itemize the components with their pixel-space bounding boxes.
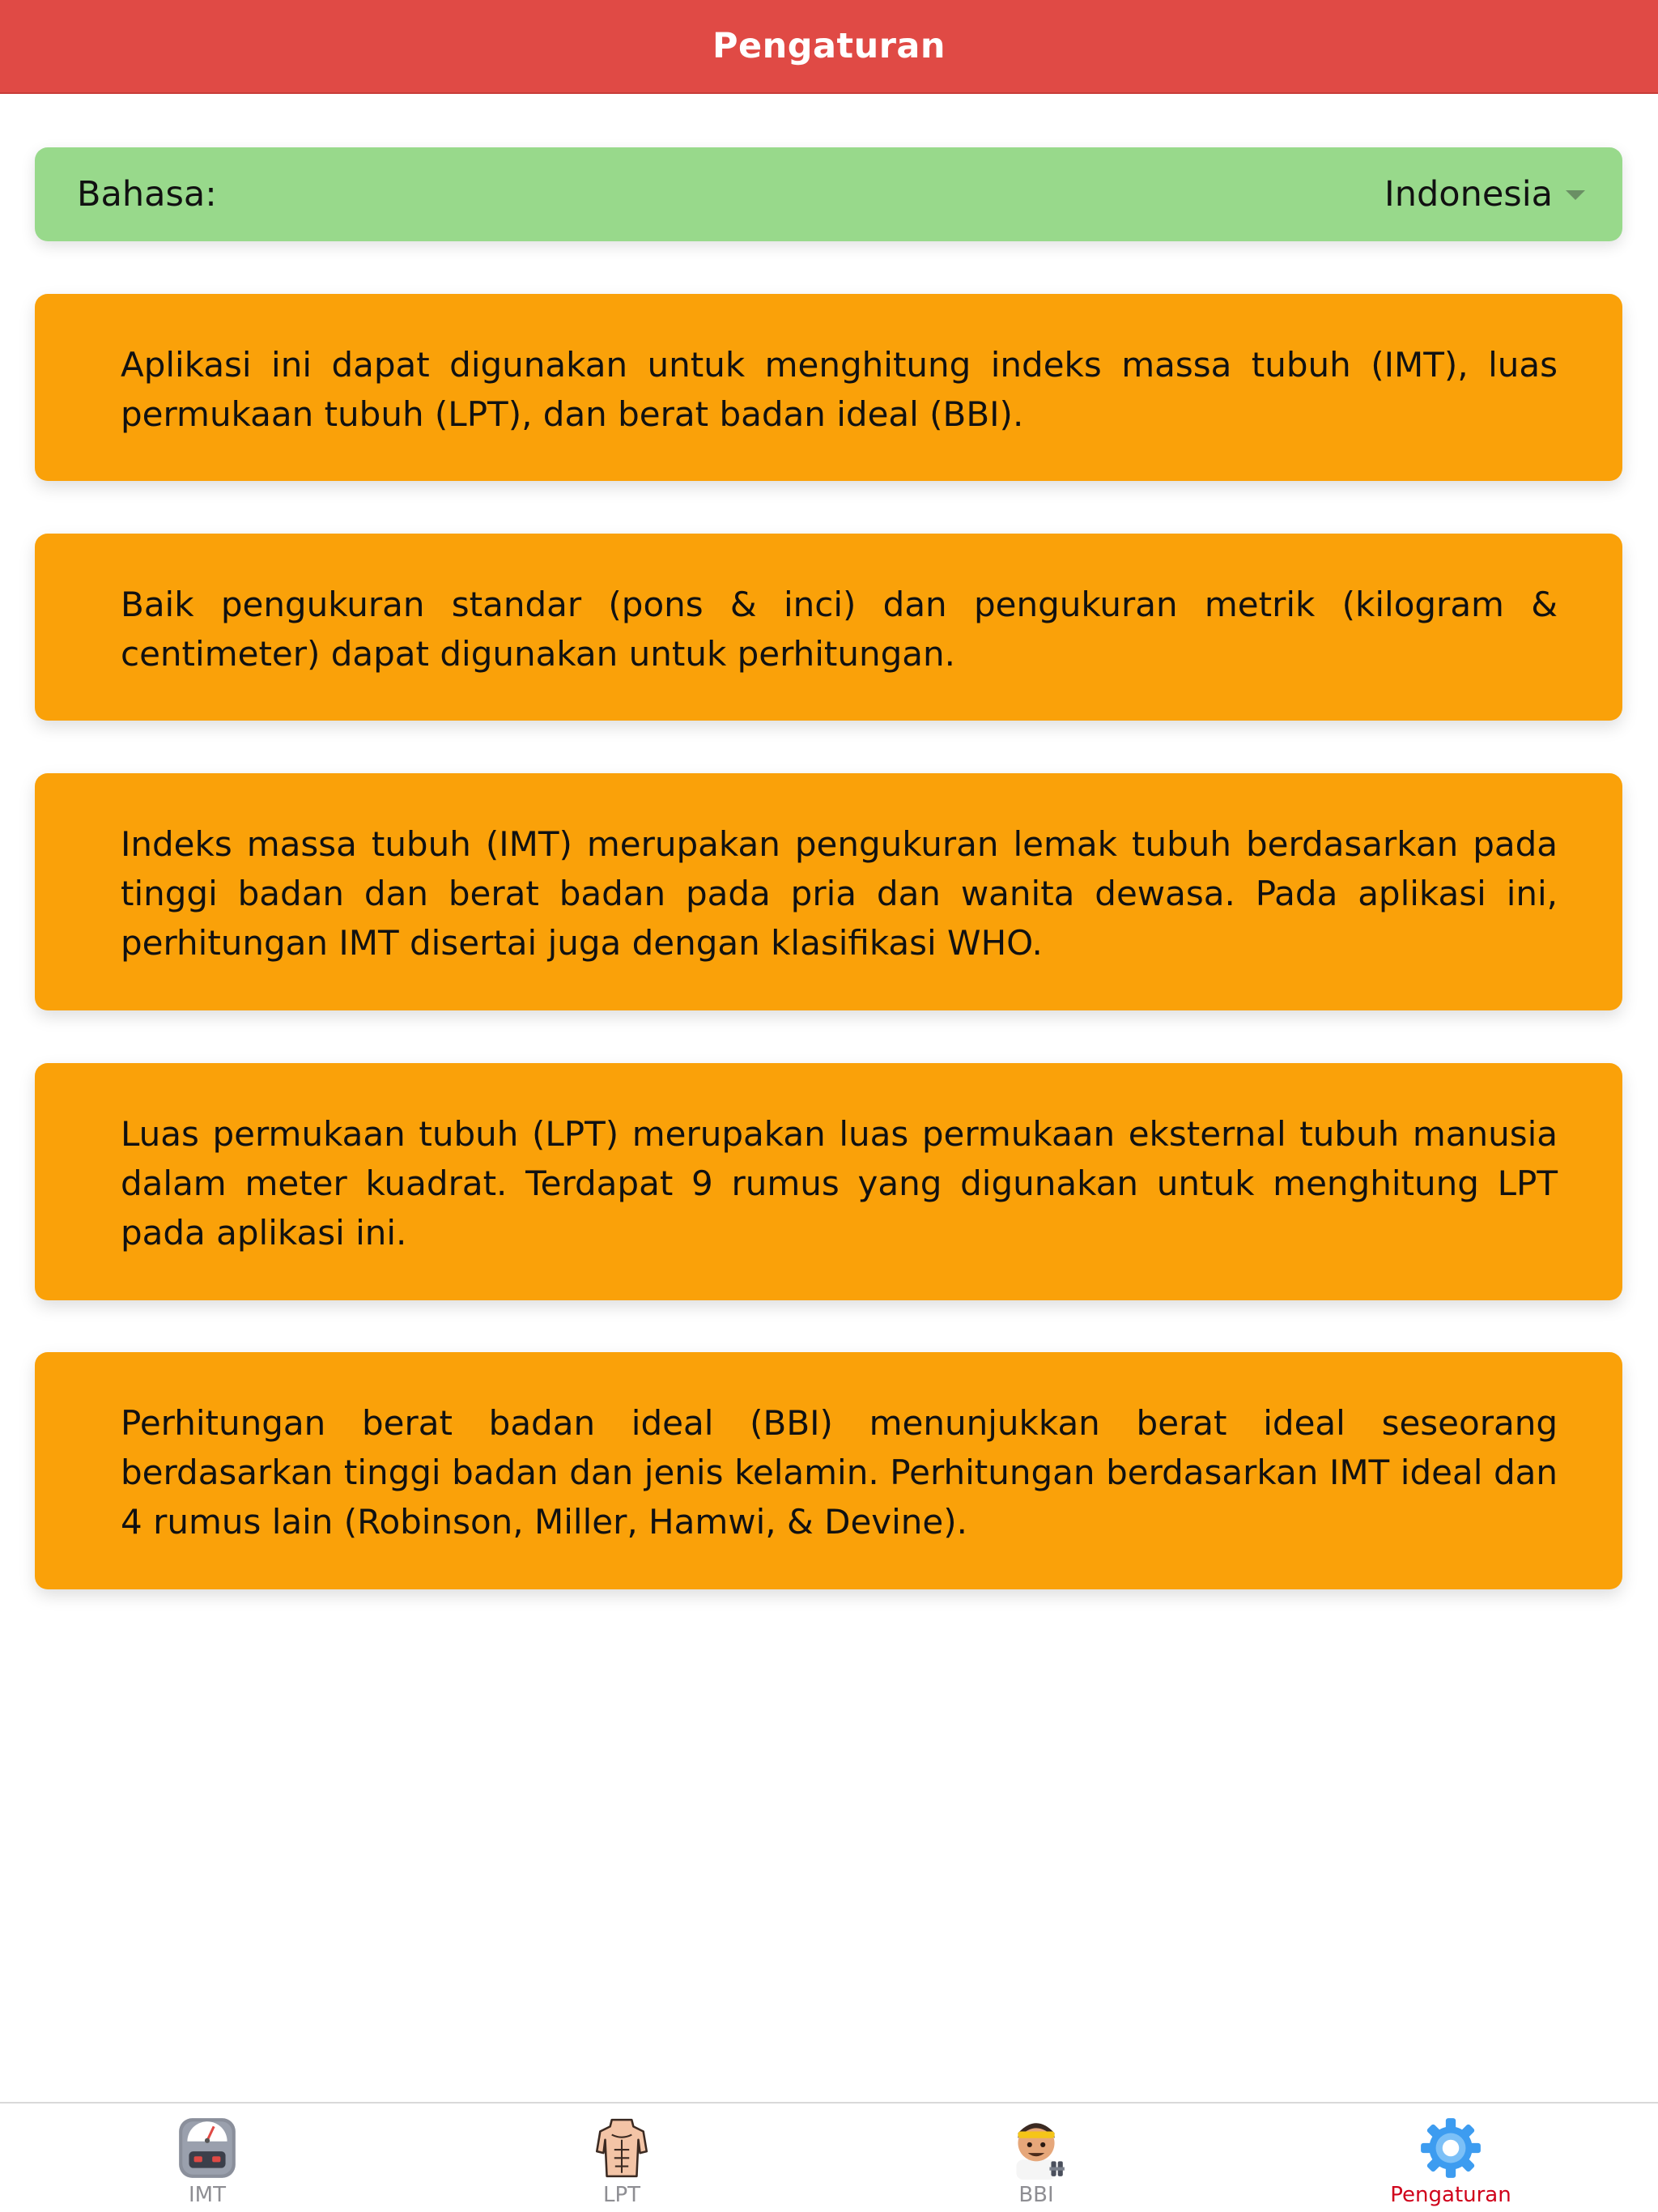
- tab-label: LPT: [602, 2183, 641, 2207]
- page-title: Pengaturan: [712, 26, 946, 66]
- info-text: Perhitungan berat badan ideal (BBI) menunjukkan berat ideal seseorang berdasarkan tinggi badan dan jenis kelamin. Perhitungan berdasarkan IMT ideal dan 4 rumus lain (Robinson, Miller, Hamwi, & Devine).: [121, 1403, 1558, 1542]
- tab-lpt[interactable]: [414, 2104, 829, 2212]
- language-value: Indonesia: [1384, 174, 1553, 215]
- chevron-down-icon: [1566, 190, 1585, 200]
- info-text: Baik pengukuran standar (pons & inci) dan pengukuran metrik (kilogram & centimeter) dapat digunakan untuk perhitungan.: [121, 585, 1558, 674]
- language-selector[interactable]: [35, 147, 1622, 241]
- info-card-units: [35, 534, 1622, 721]
- gear-icon: [1418, 2115, 1484, 2181]
- tab-imt[interactable]: [0, 2104, 414, 2212]
- tab-bbi[interactable]: [829, 2104, 1244, 2212]
- info-text: Aplikasi ini dapat digunakan untuk menghitung indeks massa tubuh (IMT), luas permukaan tubuh (LPT), dan berat badan ideal (BBI).: [121, 345, 1558, 434]
- tab-label: Pengaturan: [1390, 2183, 1511, 2207]
- nav-header: [0, 0, 1658, 94]
- tab-label: BBI: [1018, 2183, 1054, 2207]
- tab-pengaturan[interactable]: [1244, 2104, 1658, 2212]
- info-card-about: [35, 294, 1622, 481]
- scale-icon: [174, 2115, 240, 2181]
- info-text: Luas permukaan tubuh (LPT) merupakan luas permukaan eksternal tubuh manusia dalam meter kuadrat. Terdapat 9 rumus yang digunakan untuk menghitung LPT pada aplikasi ini.: [121, 1114, 1558, 1253]
- info-card-imt: [35, 773, 1622, 1010]
- language-dropdown[interactable]: [1384, 174, 1585, 215]
- info-card-lpt: [35, 1063, 1622, 1300]
- info-text: Indeks massa tubuh (IMT) merupakan pengukuran lemak tubuh berdasarkan pada tinggi badan dan berat badan pada pria dan wanita dewasa. Pada aplikasi ini, perhitungan IMT disertai juga dengan klasifikasi WHO.: [121, 824, 1558, 963]
- tab-label: IMT: [189, 2183, 226, 2207]
- info-card-bbi: [35, 1352, 1622, 1589]
- tab-bar: [0, 2102, 1658, 2212]
- athlete-icon: [1003, 2115, 1069, 2181]
- language-label: Bahasa:: [77, 174, 217, 215]
- torso-icon: [589, 2115, 655, 2181]
